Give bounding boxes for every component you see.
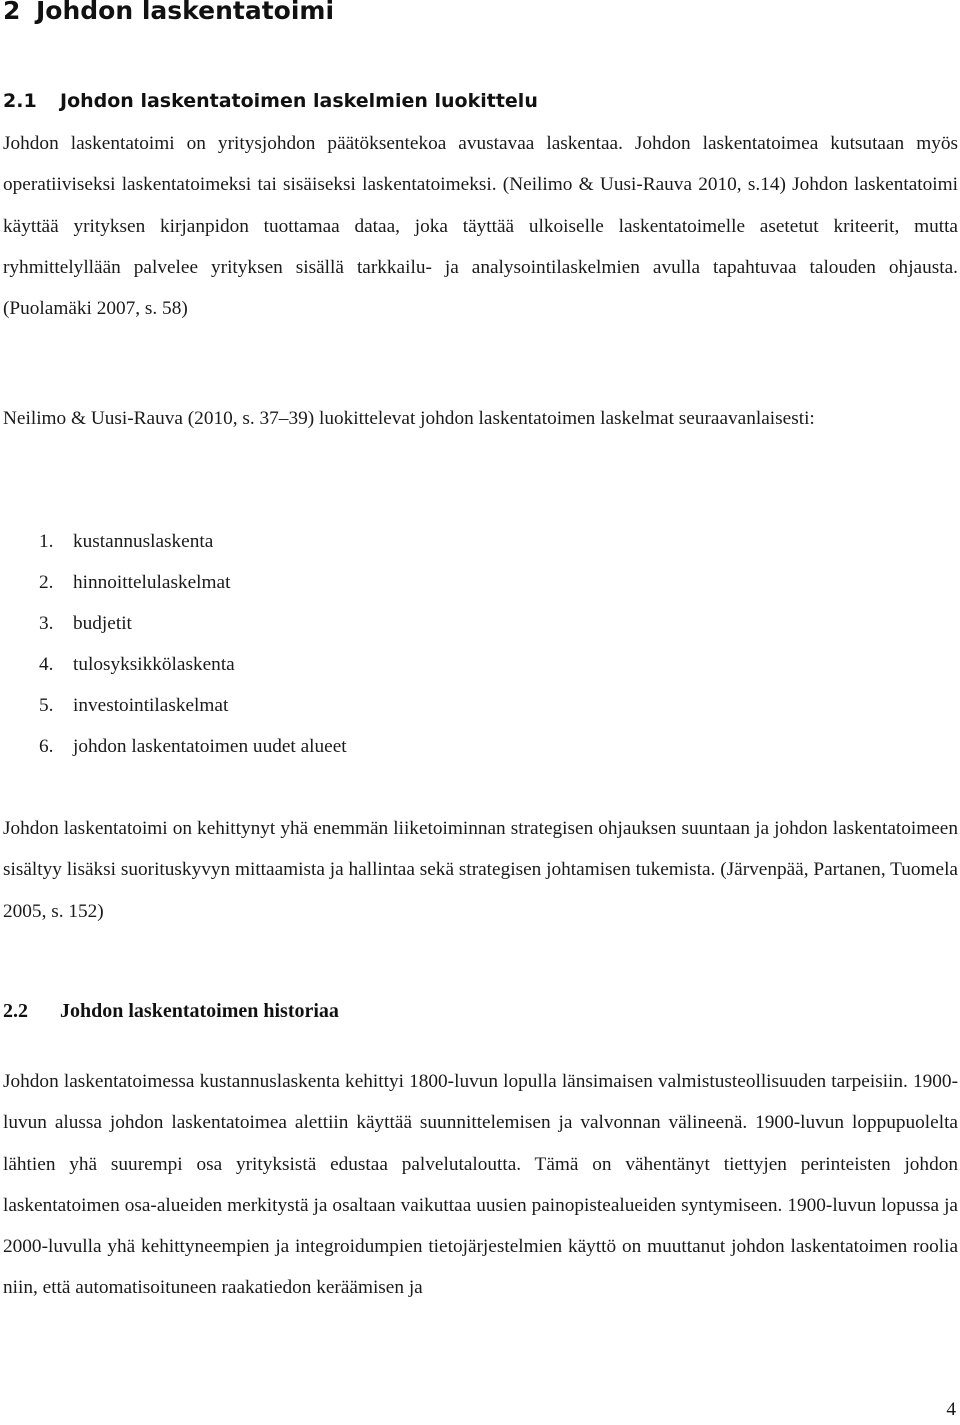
list-item: 5. investointilaskelmat [39, 695, 229, 717]
chapter-number: 2 [3, 0, 21, 25]
list-item: 1. kustannuslaskenta [39, 531, 214, 552]
list-item: 3. budjetit [39, 613, 132, 635]
chapter-title: Johdon laskentatoimi [36, 0, 335, 25]
section-number: 2.1 [3, 90, 37, 112]
section-heading-2-1 [3, 90, 538, 112]
section-title: Johdon laskentatoimen laskelmien luokittelu [60, 90, 538, 112]
page-number: 4 [946, 1399, 956, 1420]
list-item: 6. johdon laskentatoimen uudet alueet [39, 736, 347, 758]
paragraph-intro: Johdon laskentatoimi on yritysjohdon päätöksentekoa avustavaa laskentaa. Johdon laskentatoimea kutsutaan myös operatiiviseksi laskentatoimeksi tai sisäiseksi laskentatoimeksi. (Neilimo & Uusi-Rauva 2010, s.14) Johdon laskentatoimi käyttää yrityksen kirjanpidon tuottamaa dataa, joka täyttää ulkoiselle laskentatoimelle asetetut kriteerit, mutta ryhmittelyllään palvelee yrityksen sisällä tarkkailu- ja analysointilaskelmien avulla tapahtuvaa talouden ohjausta. (Puolamäki 2007, s. 58) [3, 133, 958, 320]
calculation-types-list [39, 521, 347, 768]
paragraph-development: Johdon laskentatoimi on kehittynyt yhä enemmän liiketoiminnan strategisen ohjauksen suuntaan ja johdon laskentatoimeen sisältyy lisäksi suorituskyvyn mittaamista ja hallintaa sekä strategisen johtamisen tukemista. (Järvenpää, Partanen, Tuomela 2005, s. 152) [3, 818, 958, 922]
section-heading-2-2 [3, 1000, 339, 1023]
paragraph-classification: Neilimo & Uusi-Rauva (2010, s. 37–39) luokittelevat johdon laskentatoimen laskelmat seuraavanlaisesti: [3, 408, 815, 429]
section-title: Johdon laskentatoimen historiaa [60, 1000, 339, 1022]
section-number: 2.2 [3, 1000, 28, 1022]
paragraph-history: Johdon laskentatoimessa kustannuslaskenta kehittyi 1800-luvun lopulla länsimaisen valmistusteollisuuden tarpeisiin. 1900-luvun alussa johdon laskentatoimea alettiin käyttää suunnittelemisen ja valvonnan välineenä. 1900-luvun loppupuolelta lähtien yhä suurempi osa yrityksistä edustaa palvelutaloutta. Tämä on vähentänyt tiettyjen perinteisten johdon laskentatoimen osa-alueiden merkitystä ja osaltaan vaikuttaa uusien painopistealueiden syntymiseen. 1900-luvun lopussa ja 2000-luvulla yhä kehittyneempien ja integroidumpien tietojärjestelmien käyttö on muuttanut johdon laskentatoimen roolia niin, että automatisoituneen raakatiedon keräämisen ja [3, 1071, 958, 1299]
chapter-heading [3, 0, 334, 25]
list-item: 2. hinnoittelulaskelmat [39, 572, 231, 594]
list-item: 4. tulosyksikkölaskenta [39, 654, 235, 676]
